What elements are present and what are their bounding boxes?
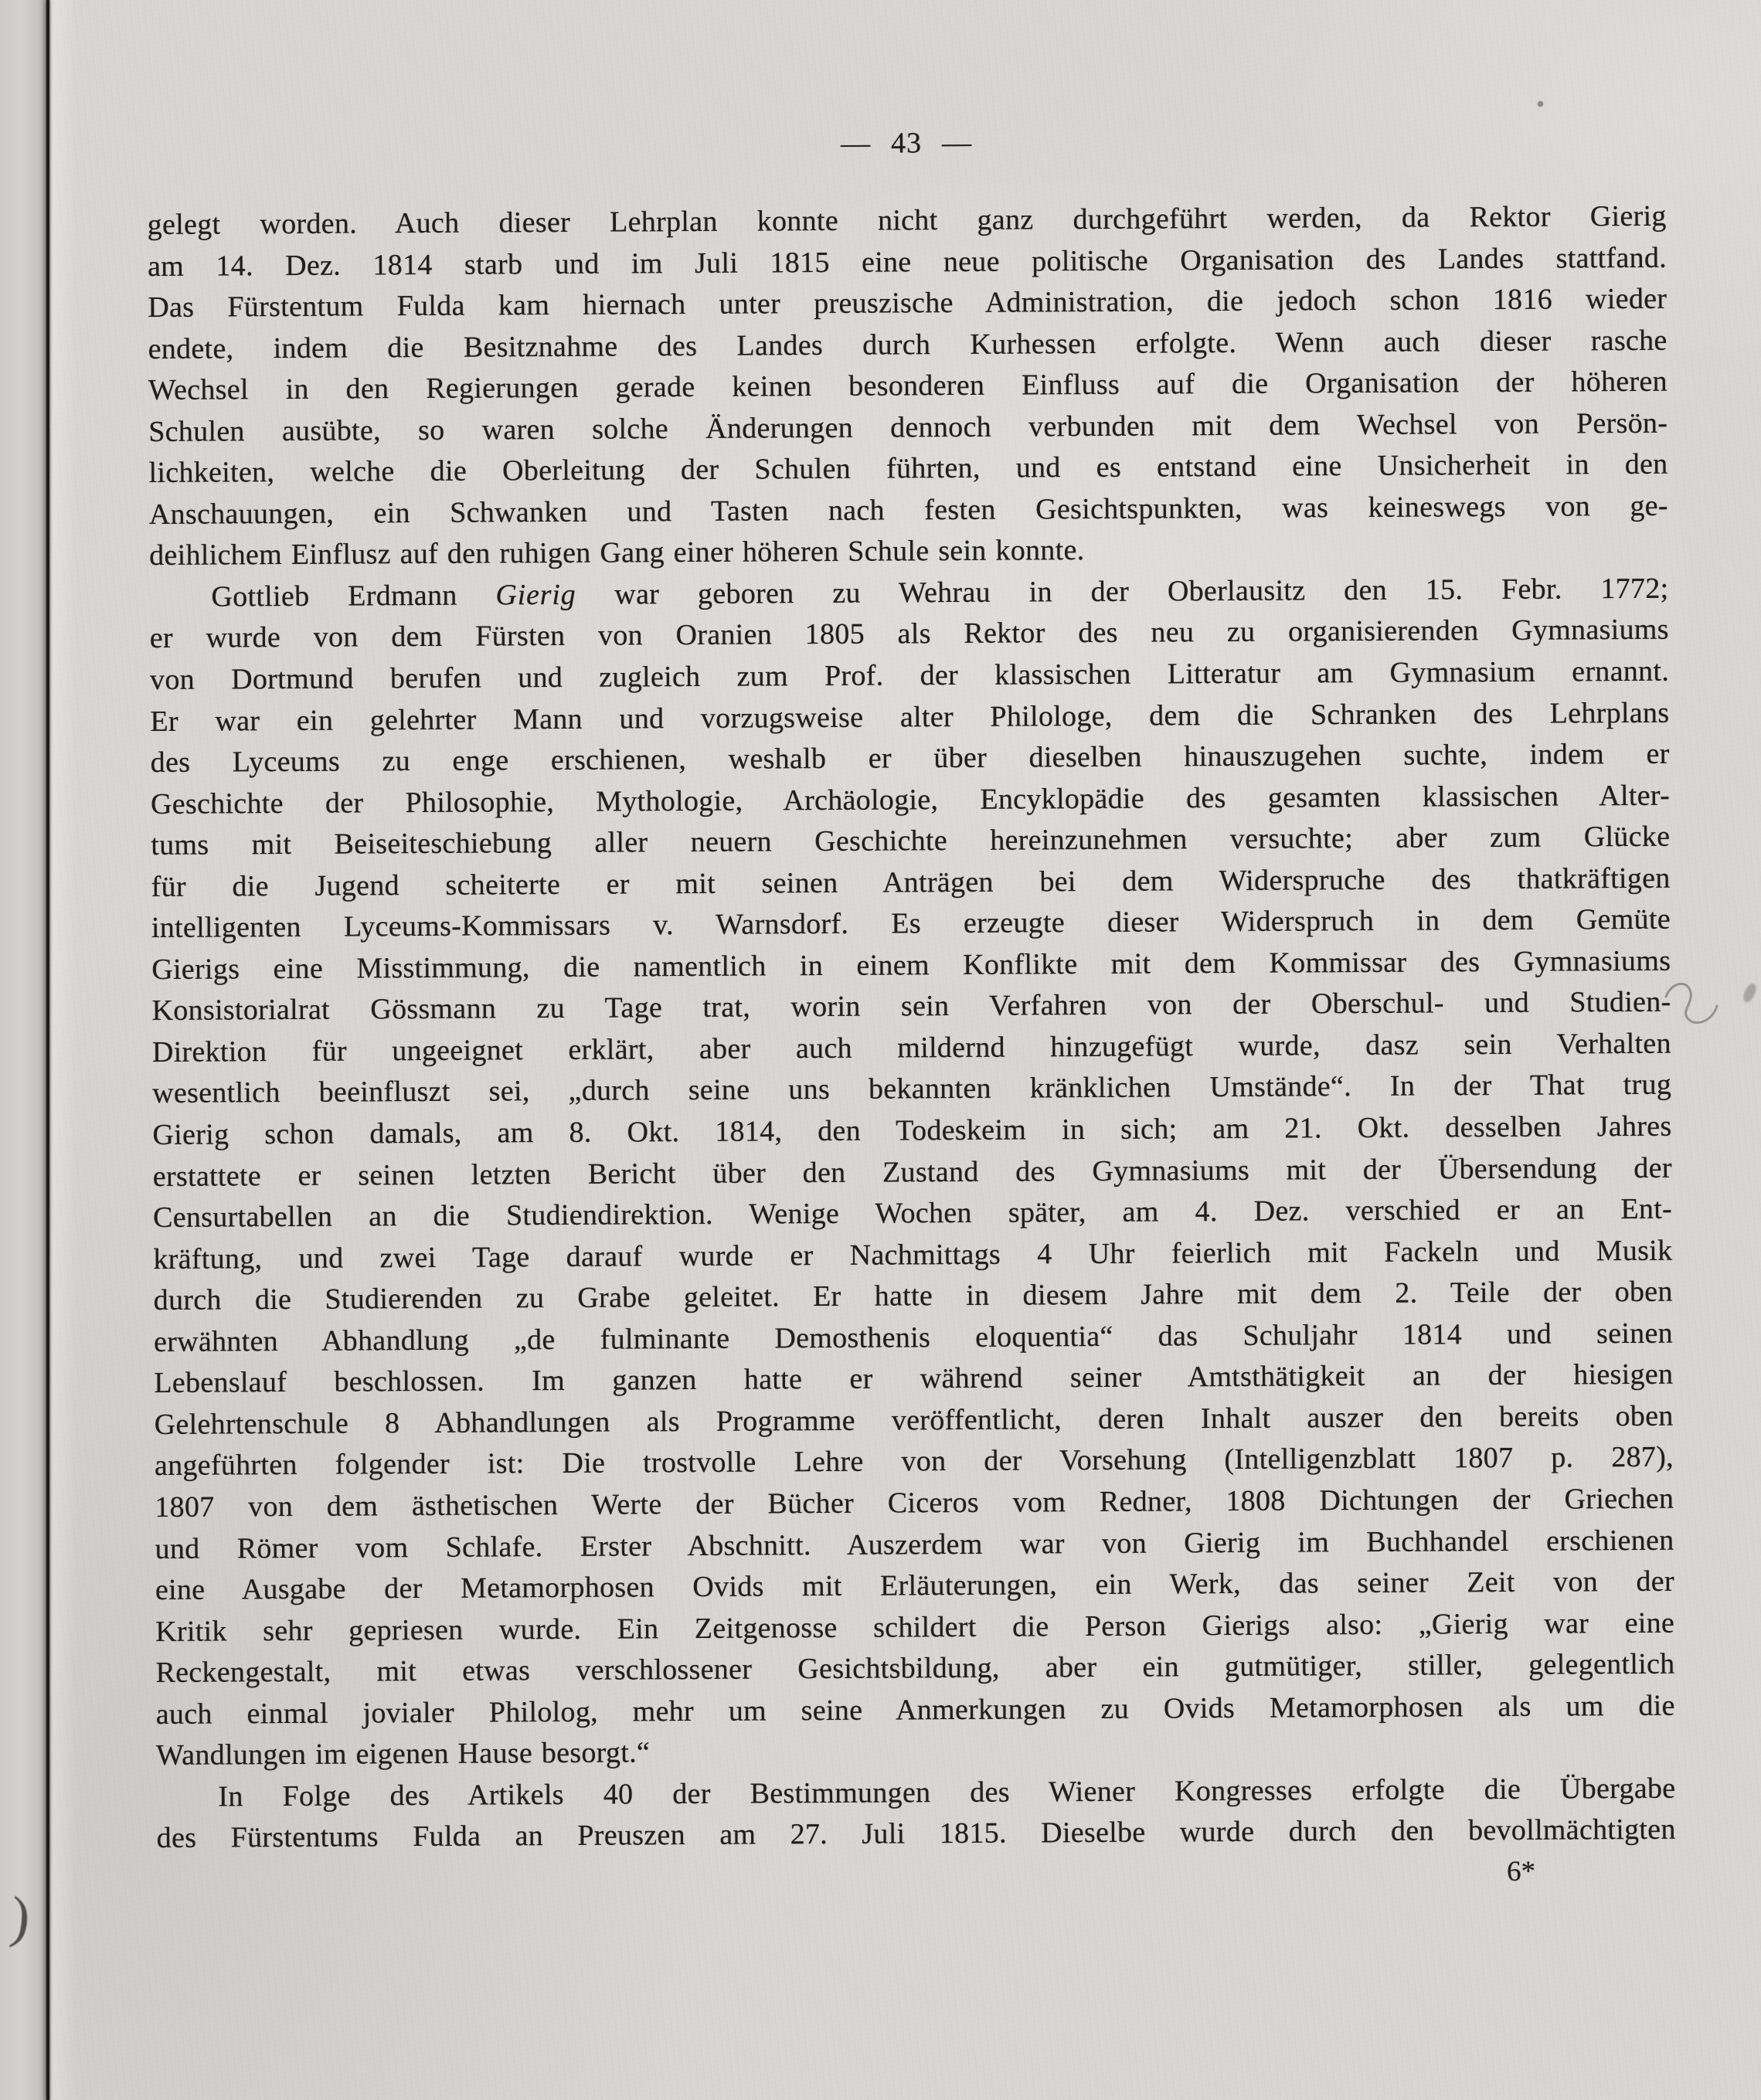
text-line: Gelehrtenschule 8 Abhandlungen als Programme veröffentlicht, deren Inhalt auszer den bereits oben bbox=[154, 1399, 1674, 1441]
text-line: eine Ausgabe der Metamorphosen Ovids mit Erläuterungen, ein Werk, das seiner Zeit von der bbox=[155, 1565, 1674, 1607]
text-line: erstattete er seinen letzten Bericht über den Zustand des Gymnasiums mit der Übersendung der bbox=[152, 1151, 1672, 1193]
handwritten-pen-mark: ) bbox=[7, 1884, 33, 1951]
italic-name-gierig: Gierig bbox=[495, 578, 576, 612]
text-line: 1807 von dem ästhetischen Werte der Bücher Ciceros vom Redner, 1808 Dichtungen der Griechen bbox=[155, 1482, 1674, 1524]
paper-blemish bbox=[1741, 981, 1758, 1004]
page-content bbox=[147, 121, 1676, 1900]
text-line: Kritik sehr gepriesen wurde. Ein Zeitgenosse schildert die Person Gierigs also: „Gierig war eine bbox=[155, 1606, 1675, 1648]
text-line: Censurtabellen an die Studiendirektion. Wenige Wochen später, am 4. Dez. verschied er an Ent- bbox=[152, 1192, 1673, 1235]
header-dash-right: — bbox=[941, 126, 973, 160]
text-line: erwähnten Abhandlung „de fulminante Demosthenis eloquentia“ das Schuljahr 1814 und seinen bbox=[153, 1317, 1674, 1358]
text-line: Konsistorialrat Gössmann zu Tage trat, worin sein Verfahren von der Oberschul- und Studien- bbox=[151, 986, 1671, 1028]
text-line: Das Fürstentum Fulda kam hiernach unter preuszische Administration, die jedoch schon 1816 wieder bbox=[148, 282, 1668, 325]
text-line: Wechsel in den Regierungen gerade keinen besonderen Einfluss auf die Organisation der höheren bbox=[148, 365, 1668, 407]
text-line: lichkeiten, welche die Oberleitung der Schulen führten, und es entstand eine Unsicherheit in den bbox=[148, 447, 1668, 490]
text-line: Er war ein gelehrter Mann und vorzugsweise alter Philologe, dem die Schranken des Lehrplans bbox=[150, 696, 1670, 738]
binding-edge-line bbox=[46, 0, 49, 2100]
text-line: Gierig schon damals, am 8. Okt. 1814, den Todeskeim in sich; am 21. Okt. desselben Jahres bbox=[152, 1109, 1672, 1152]
text-line: Direktion für ungeeignet erklärt, aber auch mildernd hinzugefügt wurde, dasz sein Verhalten bbox=[151, 1027, 1671, 1069]
signature-mark: 6* bbox=[1506, 1855, 1536, 1888]
text-line: kräftung, und zwei Tage darauf wurde er Nachmittags 4 Uhr feierlich mit Fackeln und Musik bbox=[153, 1234, 1673, 1276]
text-line: des Fürstentums Fulda an Preuszen am 27. Juli 1815. Dieselbe wurde durch den bevollmächtigten bbox=[156, 1813, 1676, 1855]
text-line: tums mit Beiseiteschiebung aller neuern Geschichte hereinzunehmen versuchte; aber zum Glücke bbox=[151, 820, 1671, 862]
text-line: Anschauungen, ein Schwanken und Tasten nach festen Gesichtspunkten, was keineswegs von ge- bbox=[148, 489, 1668, 531]
text-line: endete, indem die Besitznahme des Landes durch Kurhessen erfolgte. Wenn auch dieser rasche bbox=[148, 324, 1668, 365]
text-line: gelegt worden. Auch dieser Lehrplan konnte nicht ganz durchgeführt werden, da Rektor Gierig bbox=[147, 199, 1667, 241]
paper-speck bbox=[1538, 101, 1543, 107]
text-line: von Dortmund berufen und zugleich zum Prof. der klassischen Litteratur am Gymnasium ernannt. bbox=[149, 654, 1670, 697]
text-line: Schulen ausübte, so waren solche Änderungen dennoch verbunden mit dem Wechsel von Persön- bbox=[148, 406, 1668, 448]
text-line: Gierigs eine Misstimmung, die namentlich in einem Konflikte mit dem Kommissar des Gymnasiums bbox=[151, 944, 1671, 986]
text-line: angeführten folgender ist: Die trostvolle Lehre von der Vorsehung (Intelligenzblatt 1807 p. 287), bbox=[154, 1441, 1674, 1483]
text-line: wesentlich beeinfluszt sei, „durch seine uns bekannten kränklichen Umstände“. In der That trug bbox=[152, 1069, 1672, 1110]
text-line: Lebenslauf beschlossen. Im ganzen hatte er während seiner Amtsthätigkeit an der hiesigen bbox=[154, 1358, 1674, 1400]
text-line: Geschichte der Philosophie, Mythologie, Archäologie, Encyklopädie des gesamten klassischen Alter- bbox=[150, 779, 1671, 821]
text-line: am 14. Dez. 1814 starb und im Juli 1815 eine neue politische Organisation des Landes stattfand. bbox=[147, 241, 1668, 283]
header-dash-left: — bbox=[840, 127, 872, 160]
text-body bbox=[148, 196, 1676, 1860]
text-line: In Folge des Artikels 40 der Bestimmungen des Wiener Kongresses erfolgte die Übergabe bbox=[218, 1772, 1676, 1813]
page-header bbox=[147, 121, 1666, 171]
text-segment: war geboren zu Wehrau in der Oberlausitz den 15. Febr. 1772; bbox=[576, 572, 1669, 611]
text-line: und Römer vom Schlafe. Erster Abschnitt. Auszerdem war von Gierig im Buchhandel erschienen bbox=[155, 1524, 1674, 1565]
page-number: 43 bbox=[890, 127, 923, 160]
text-line: deihlichem Einflusz auf den ruhigen Gang einer höheren Schule sein konnte. bbox=[149, 534, 1085, 573]
text-line: Reckengestalt, mit etwas verschlossener Gesichtsbildung, aber ein gutmütiger, stiller, gelegentlich bbox=[155, 1647, 1675, 1690]
gutter-highlight bbox=[51, 0, 77, 2100]
text-line: intelligenten Lyceums-Kommissars v. Warnsdorf. Es erzeugte dieser Widerspruch in dem Gemüte bbox=[151, 902, 1671, 945]
margin-squiggle-mark bbox=[1660, 975, 1737, 1037]
text-segment: Gottlieb Erdmann bbox=[211, 579, 496, 613]
page-gutter-shadow bbox=[0, 0, 48, 2100]
text-line: für die Jugend scheiterte er mit seinen Anträgen bei dem Widerspruche des thatkräftigen bbox=[151, 861, 1671, 903]
text-line: er wurde von dem Fürsten von Oranien 1805 als Rektor des neu zu organisierenden Gymnasiums bbox=[149, 613, 1669, 655]
text-line: auch einmal jovialer Philolog, mehr um seine Anmerkungen zu Ovids Metamorphosen als um die bbox=[155, 1689, 1675, 1731]
text-line: durch die Studierenden zu Grabe geleitet. Er hatte in diesem Jahre mit dem 2. Teile der oben bbox=[153, 1275, 1673, 1317]
text-line: Wandlungen im eigenen Hause besorgt.“ bbox=[155, 1736, 651, 1772]
text-line: des Lyceums zu enge erschienen, weshalb er über dieselben hinauszugehen suchte, indem er bbox=[150, 737, 1670, 780]
